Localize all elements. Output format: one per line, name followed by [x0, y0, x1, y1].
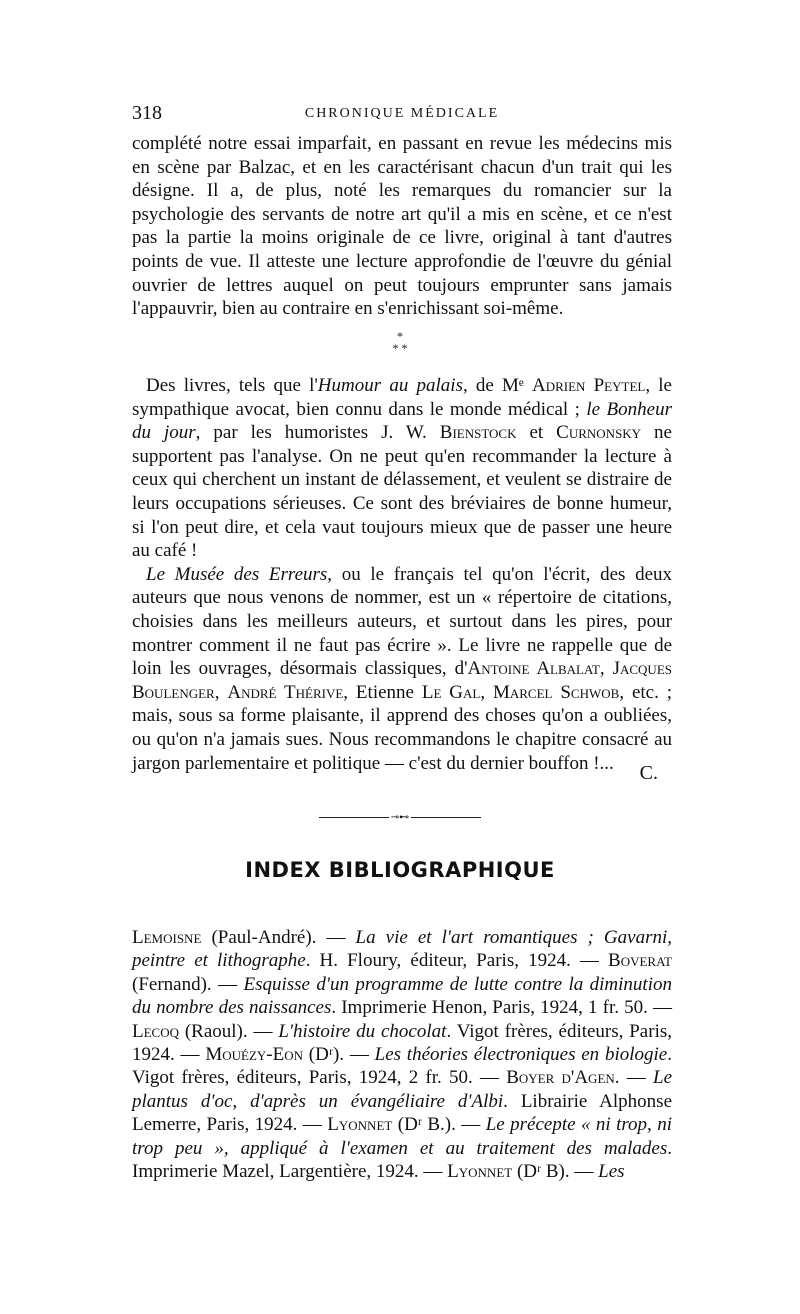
index-author: Lyonnet [447, 1161, 513, 1183]
index-author: Mouézy-Eon [205, 1044, 303, 1066]
index-title: L'histoire du chocolat [278, 1020, 447, 1042]
text-run: (Dʳ B). — [512, 1161, 599, 1183]
index-publisher: . Librairie Alphonse Lemerre, Paris, 1924. — [132, 1090, 672, 1136]
index-author: Lemoisne [132, 927, 202, 948]
paragraph-humour [132, 374, 672, 563]
page-number: 318 [132, 102, 162, 124]
text-run: , Etienne [343, 681, 422, 703]
index-publisher: . Imprimerie Mazel, Largentière, 1924. — [132, 1137, 672, 1183]
humor-books-review [132, 374, 672, 775]
ornamental-rule [0, 808, 800, 826]
index-title: Les théories électroniques en biologie [374, 1044, 668, 1066]
index-author: Lyonnet [327, 1114, 393, 1136]
author-name: Curnonsky [556, 422, 642, 444]
text-run: . — [614, 1067, 653, 1089]
asterism-top: * [397, 329, 403, 343]
text-run: , le sympathique avocat, bien connu dans le monde médical ; [132, 375, 672, 420]
index-title: Esquisse d'un programme de lutte contre la diminution du nombre des naissances [132, 973, 672, 1019]
index-author: Lecoq [132, 1020, 179, 1042]
text-run: , etc. ; mais, sous sa forme plaisante, il apprend des choses qu'on a oubliées, ou qu'on n'a jamais sues. Nous recommandons le chapitre consacré au jargon parlementaire et politique — c'est du dernier bouffon !... [132, 681, 673, 774]
text-run: , de Mᵉ [462, 375, 532, 396]
index-heading: INDEX BIBLIOGRAPHIQUE [245, 858, 555, 882]
signature: C. [639, 762, 658, 784]
text-run: , [599, 658, 613, 680]
text-run: (Fernand). — [132, 973, 244, 995]
text-run: (Paul-André). — [201, 927, 356, 948]
paragraph-musee [132, 563, 672, 775]
author-name: Adrien Peytel [531, 375, 646, 396]
text-run: (Dʳ B.). — [392, 1114, 486, 1136]
index-author: Boverat [608, 950, 672, 972]
index-publisher: . H. Floury, éditeur, Paris, 1924. — [305, 950, 609, 972]
bibliographic-index [132, 926, 672, 1183]
author-name: Jacques Boulenger [132, 658, 672, 703]
asterism-bottom: * * [392, 341, 408, 355]
running-title: CHRONIQUE MÉDICALE [304, 106, 500, 121]
text-run: Des livres, tels que l' [146, 375, 318, 396]
rule-ornament: ⊸⊷ [390, 811, 410, 823]
author-name: Marcel Schwob [492, 681, 620, 703]
book-title: Humour au palais [317, 375, 463, 396]
index-publisher: . Vigot frères, éditeurs, Paris, 1924. — [132, 1020, 672, 1066]
book-title: Le Musée des Erreurs [146, 563, 328, 585]
paragraph-continued: complété notre essai imparfait, en passant en revue les médecins mis en scène par Balzac, et en les caractérisant chacun d'un trait qui les désigne. Il a, de plus, noté les remarques du romancier sur la psychologie des servants de notre art qu'il a mis en scène, et ce n'est pas la partie la moins originale de ce livre, original à tant d'autres points de vue. Il atteste une lecture approfondie de l'œuvre du génial ouvrier de lettres auquel on peut toujours emprunter sans jamais l'appauvrir, bien au contraire en s'enrichissant soi-même. [132, 133, 672, 320]
author-name: Le Gal [421, 681, 481, 703]
text-run: et [516, 422, 557, 444]
author-name: Antoine Albalat [467, 658, 600, 680]
rule-line-left [319, 817, 389, 818]
text-run: ne supportent pas l'analyse. On ne peut qu'en recommander la lecture à ceux qui cherchent un instant de délassement, et veulent se distraire de leurs occupations sérieuses. Ce sont des bréviaires de bonne humeur, si l'on peut dire, et cela vaut toujours mieux que de passer une heure au café ! [132, 422, 672, 562]
index-title: Les [598, 1161, 625, 1183]
book-title: le Bonheur du jour [132, 398, 672, 444]
author-name: Bienstock [439, 422, 517, 444]
text-run: , par les humoristes J. W. [195, 422, 440, 444]
index-title: La vie et l'art romantiques ; Gavarni, peintre et lithographe [132, 927, 672, 972]
index-title: Le plantus d'oc, d'après un évangéliaire d'Albi [132, 1067, 672, 1112]
page-header [132, 102, 672, 128]
text-run: , [480, 681, 493, 703]
continued-review [132, 132, 672, 321]
index-title: Le précepte « ni trop, ni trop peu », appliqué à l'examen et au traitement des malades [132, 1114, 672, 1159]
index-publisher: . Vigot frères, éditeurs, Paris, 1924, 2 fr. 50. — [132, 1044, 672, 1089]
rule-line-right [411, 817, 481, 818]
index-publisher: . Imprimerie Henon, Paris, 1924, 1 fr. 50. — [331, 997, 672, 1019]
index-author: Boyer d'Agen [506, 1067, 615, 1089]
text-run: (Dʳ). — [303, 1044, 375, 1066]
asterism-separator [0, 330, 800, 354]
index-entries [132, 926, 672, 1183]
text-run: (Raoul). — [179, 1020, 279, 1042]
author-name: André Thérive [227, 681, 344, 703]
text-run: , [214, 681, 228, 703]
text-run: , ou le français tel qu'on l'écrit, des deux auteurs que nous venons de nommer, est un « répertoire de citations, choisies dans les meilleurs auteurs, et surtout dans les pires, pour montrer comment il ne faut pas écrire ». Le livre ne rappelle que de loin les ouvrages, désormais classiques, d' [132, 563, 673, 680]
